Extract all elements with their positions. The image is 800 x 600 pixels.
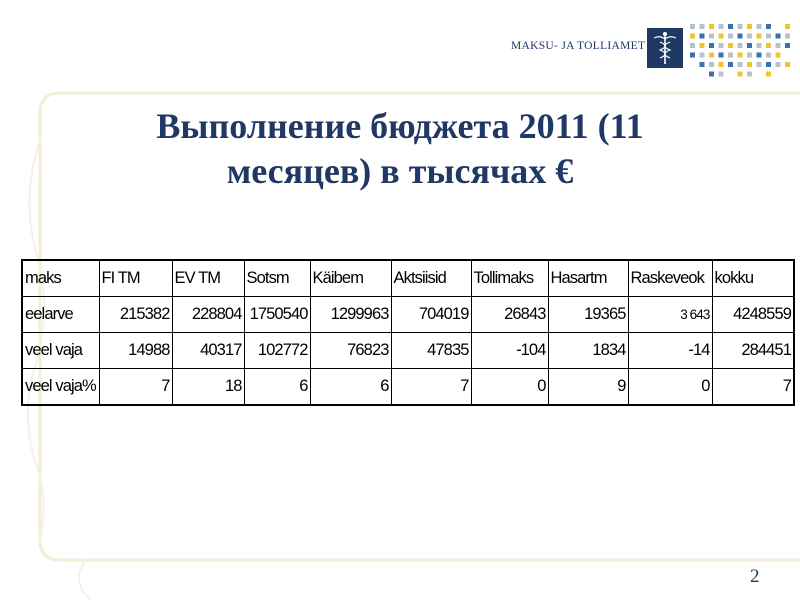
table-header-cell: Sotsm xyxy=(244,260,310,297)
table-cell: 0 xyxy=(628,369,712,406)
decorative-dot-pattern xyxy=(688,22,798,82)
decorative-dot xyxy=(709,34,714,39)
decorative-dot xyxy=(757,34,762,39)
decorative-dot xyxy=(785,24,790,29)
decorative-dot xyxy=(700,53,705,58)
decorative-dot xyxy=(757,53,762,58)
decorative-dot xyxy=(719,43,724,48)
decorative-dot xyxy=(747,72,752,77)
table-cell: 7 xyxy=(712,369,794,406)
decorative-dot xyxy=(738,62,743,67)
table-cell: 76823 xyxy=(310,333,391,369)
decorative-dot xyxy=(709,43,714,48)
decorative-dot xyxy=(785,43,790,48)
slide-title-line-1: Выполнение бюджета 2011 (11 xyxy=(156,106,644,146)
decorative-dot xyxy=(690,34,695,39)
table-row xyxy=(22,369,794,406)
table-cell: 14988 xyxy=(99,333,172,369)
slide-title xyxy=(0,104,800,194)
decorative-dot xyxy=(709,53,714,58)
page-number: 2 xyxy=(750,566,760,587)
table-cell: 6 xyxy=(310,369,391,406)
decorative-dot xyxy=(757,24,762,29)
decorative-dot xyxy=(785,34,790,39)
table-row xyxy=(22,333,794,369)
decorative-dot xyxy=(738,24,743,29)
decorative-dot xyxy=(747,53,752,58)
budget-table xyxy=(21,259,795,406)
table-header-cell: Hasartm xyxy=(548,260,628,297)
table-cell: -104 xyxy=(471,333,548,369)
decorative-dot xyxy=(766,53,771,58)
decorative-dot xyxy=(766,72,771,77)
caduceus-emblem-icon xyxy=(647,28,683,68)
decorative-dot xyxy=(700,43,705,48)
decorative-dot xyxy=(776,62,781,67)
decorative-dot xyxy=(728,62,733,67)
table-row-label: veel vaja xyxy=(22,333,99,369)
table-cell: 228804 xyxy=(172,297,244,333)
table-cell: 1299963 xyxy=(310,297,391,333)
table-row-label: eelarve xyxy=(22,297,99,333)
table-cell: 6 xyxy=(244,369,310,406)
decorative-dot xyxy=(728,43,733,48)
organization-logo-text: MAKSU- JA TOLLIAMET xyxy=(511,40,646,52)
decorative-dot xyxy=(690,43,695,48)
table-cell: 26843 xyxy=(471,297,548,333)
table-cell: 284451 xyxy=(712,333,794,369)
decorative-dot xyxy=(757,43,762,48)
decorative-dot xyxy=(776,53,781,58)
table-cell: 18 xyxy=(172,369,244,406)
table-cell: 4248559 xyxy=(712,297,794,333)
table-cell: 7 xyxy=(99,369,172,406)
decorative-dot xyxy=(738,53,743,58)
decorative-dot xyxy=(766,62,771,67)
table-cell: 215382 xyxy=(99,297,172,333)
table-cell: 19365 xyxy=(548,297,628,333)
decorative-dot xyxy=(785,62,790,67)
decorative-dot xyxy=(709,24,714,29)
decorative-dot xyxy=(766,34,771,39)
decorative-dot xyxy=(719,62,724,67)
decorative-dot xyxy=(700,62,705,67)
decorative-dot xyxy=(766,43,771,48)
table-row-label: veel vaja% xyxy=(22,369,99,406)
decorative-dot xyxy=(719,72,724,77)
decorative-dot xyxy=(776,34,781,39)
decorative-dot xyxy=(719,53,724,58)
table-cell: 3 643 xyxy=(628,297,712,333)
decorative-dot xyxy=(690,24,695,29)
decorative-dot xyxy=(709,62,714,67)
table-header-cell: kokku xyxy=(712,260,794,297)
table-header-cell: Käibem xyxy=(310,260,391,297)
decorative-dot xyxy=(690,53,695,58)
decorative-dot xyxy=(766,24,771,29)
decorative-dot xyxy=(728,53,733,58)
decorative-dot xyxy=(709,72,714,77)
decorative-dot xyxy=(719,24,724,29)
slide-title-line-2: месяцев) в тысячах € xyxy=(226,151,574,191)
table-header-row xyxy=(22,260,794,297)
table-header-cell: EV TM xyxy=(172,260,244,297)
table-cell: 0 xyxy=(471,369,548,406)
table-cell: 47835 xyxy=(391,333,471,369)
table-cell: -14 xyxy=(628,333,712,369)
decorative-dot xyxy=(738,72,743,77)
decorative-dot xyxy=(700,24,705,29)
table-cell: 7 xyxy=(391,369,471,406)
table-cell: 9 xyxy=(548,369,628,406)
table-cell: 1834 xyxy=(548,333,628,369)
table-cell: 1750540 xyxy=(244,297,310,333)
table-header-cell: Raskeveok xyxy=(628,260,712,297)
decorative-dot xyxy=(719,34,724,39)
decorative-dot xyxy=(757,62,762,67)
decorative-dot xyxy=(728,34,733,39)
decorative-dot xyxy=(747,24,752,29)
table-header-cell: Aktsiisid xyxy=(391,260,471,297)
table-cell: 102772 xyxy=(244,333,310,369)
decorative-dot xyxy=(747,34,752,39)
table-header-cell: maks xyxy=(22,260,99,297)
table-cell: 40317 xyxy=(172,333,244,369)
decorative-dot xyxy=(747,43,752,48)
table-row xyxy=(22,297,794,333)
decorative-dot xyxy=(738,34,743,39)
table-header-cell: FI TM xyxy=(99,260,172,297)
decorative-dot xyxy=(747,62,752,67)
table-cell: 704019 xyxy=(391,297,471,333)
decorative-dot xyxy=(728,24,733,29)
table-header-cell: Tollimaks xyxy=(471,260,548,297)
decorative-dot xyxy=(700,34,705,39)
decorative-dot xyxy=(776,43,781,48)
decorative-dot xyxy=(738,43,743,48)
